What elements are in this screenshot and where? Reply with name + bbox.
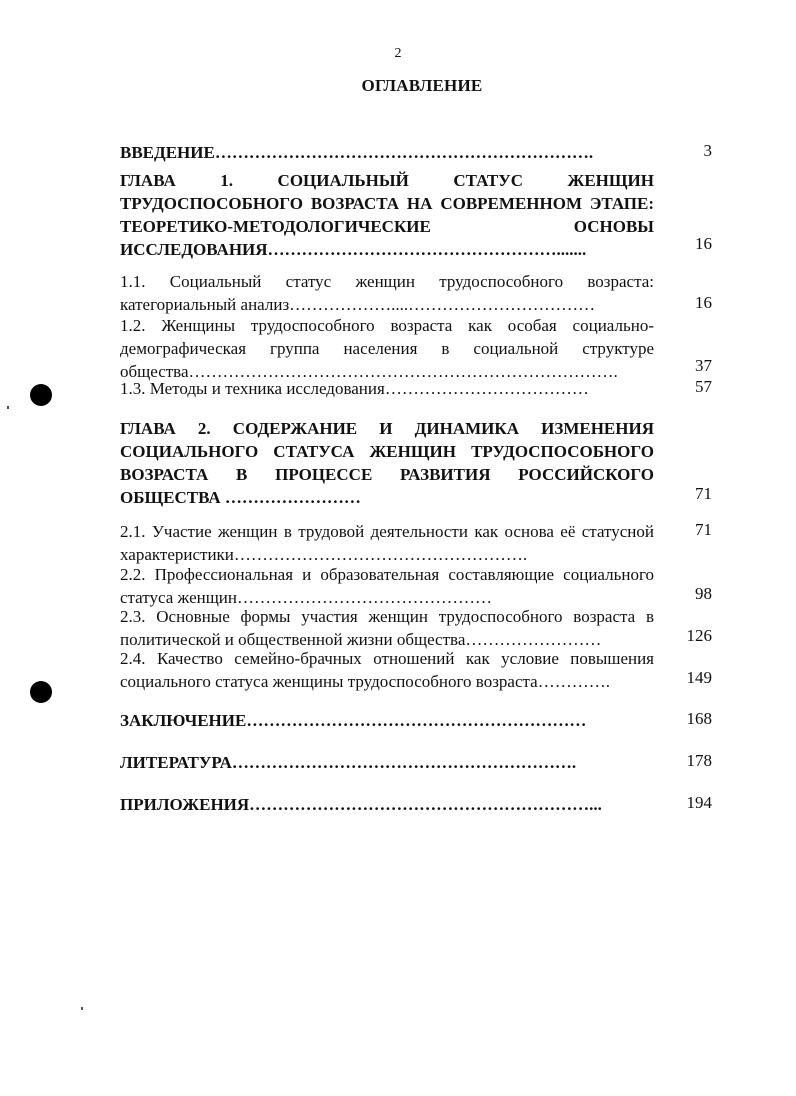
toc-page-section-2-3: 126 <box>686 626 712 645</box>
toc-entry-section-2-4: 2.4. Качество семейно-брачных отношений как условие повышения социального статуса женщины трудоспособного возраста…………. <box>120 649 654 691</box>
toc-page-section-2-1: 71 <box>695 520 712 539</box>
toc-page-section-1-1: 16 <box>695 293 712 312</box>
scan-speck <box>81 1007 83 1010</box>
toc-entry-introduction: ВВЕДЕНИЕ…………………………………………………………. <box>120 143 594 162</box>
toc-page-chapter-1: 16 <box>695 234 712 253</box>
toc-page-introduction: 3 <box>703 141 712 160</box>
toc-entry-literature: ЛИТЕРАТУРА……………………………………………………. <box>120 753 577 772</box>
toc-page-section-1-3: 57 <box>695 377 712 396</box>
toc-page-section-2-4: 149 <box>686 668 712 687</box>
toc-page-appendices: 194 <box>686 793 712 812</box>
toc-entry-section-1-2: 1.2. Женщины трудоспособного возраста как особая социально-демографическая группа населения в социальной структуре общества…………………………………………………………………. <box>120 316 654 381</box>
toc-page-section-1-2: 37 <box>695 356 712 375</box>
binder-hole-upper <box>30 384 52 406</box>
page-number: 2 <box>394 46 402 61</box>
toc-page-literature: 178 <box>686 751 712 770</box>
toc-entry-section-2-3: 2.3. Основные формы участия женщин трудоспособного возраста в политической и общественной жизни общества…………………… <box>120 607 654 649</box>
scan-speck <box>7 406 9 409</box>
toc-page-chapter-2: 71 <box>695 484 712 503</box>
toc-page-section-2-2: 98 <box>695 584 712 603</box>
page-title: ОГЛАВЛЕНИЕ <box>361 76 483 95</box>
toc-entry-section-1-1: 1.1. Социальный статус женщин трудоспособного возраста: категориальный анализ………………....…………………………… <box>120 272 654 314</box>
toc-page-conclusion: 168 <box>686 709 712 728</box>
binder-hole-lower <box>30 681 52 703</box>
toc-entry-chapter-1: ГЛАВА 1. СОЦИАЛЬНЫЙ СТАТУС ЖЕНЩИН ТРУДОСПОСОБНОГО ВОЗРАСТА НА СОВРЕМЕННОМ ЭТАПЕ: ТЕОРЕТИКО-МЕТОДОЛОГИЧЕСКИЕ ОСНОВЫ ИССЛЕДОВАНИЯ……………………………………………....... <box>120 171 654 259</box>
toc-entry-appendices: ПРИЛОЖЕНИЯ……………………………………………………... <box>120 795 602 814</box>
toc-entry-chapter-2: ГЛАВА 2. СОДЕРЖАНИЕ И ДИНАМИКА ИЗМЕНЕНИЯ СОЦИАЛЬНОГО СТАТУСА ЖЕНЩИН ТРУДОСПОСОБНОГО ВОЗРАСТА В ПРОЦЕССЕ РАЗВИТИЯ РОССИЙСКОГО ОБЩЕСТВА …………………… <box>120 419 654 507</box>
toc-entry-section-1-3: 1.3. Методы и техника исследования……………………………… <box>120 379 589 398</box>
toc-entry-section-2-2: 2.2. Профессиональная и образовательная составляющие социального статуса женщин……………………………………… <box>120 565 654 607</box>
toc-entry-section-2-1: 2.1. Участие женщин в трудовой деятельности как основа её статусной характеристики……………………………………………. <box>120 522 654 564</box>
toc-entry-conclusion: ЗАКЛЮЧЕНИЕ…………………………………………………… <box>120 711 587 730</box>
